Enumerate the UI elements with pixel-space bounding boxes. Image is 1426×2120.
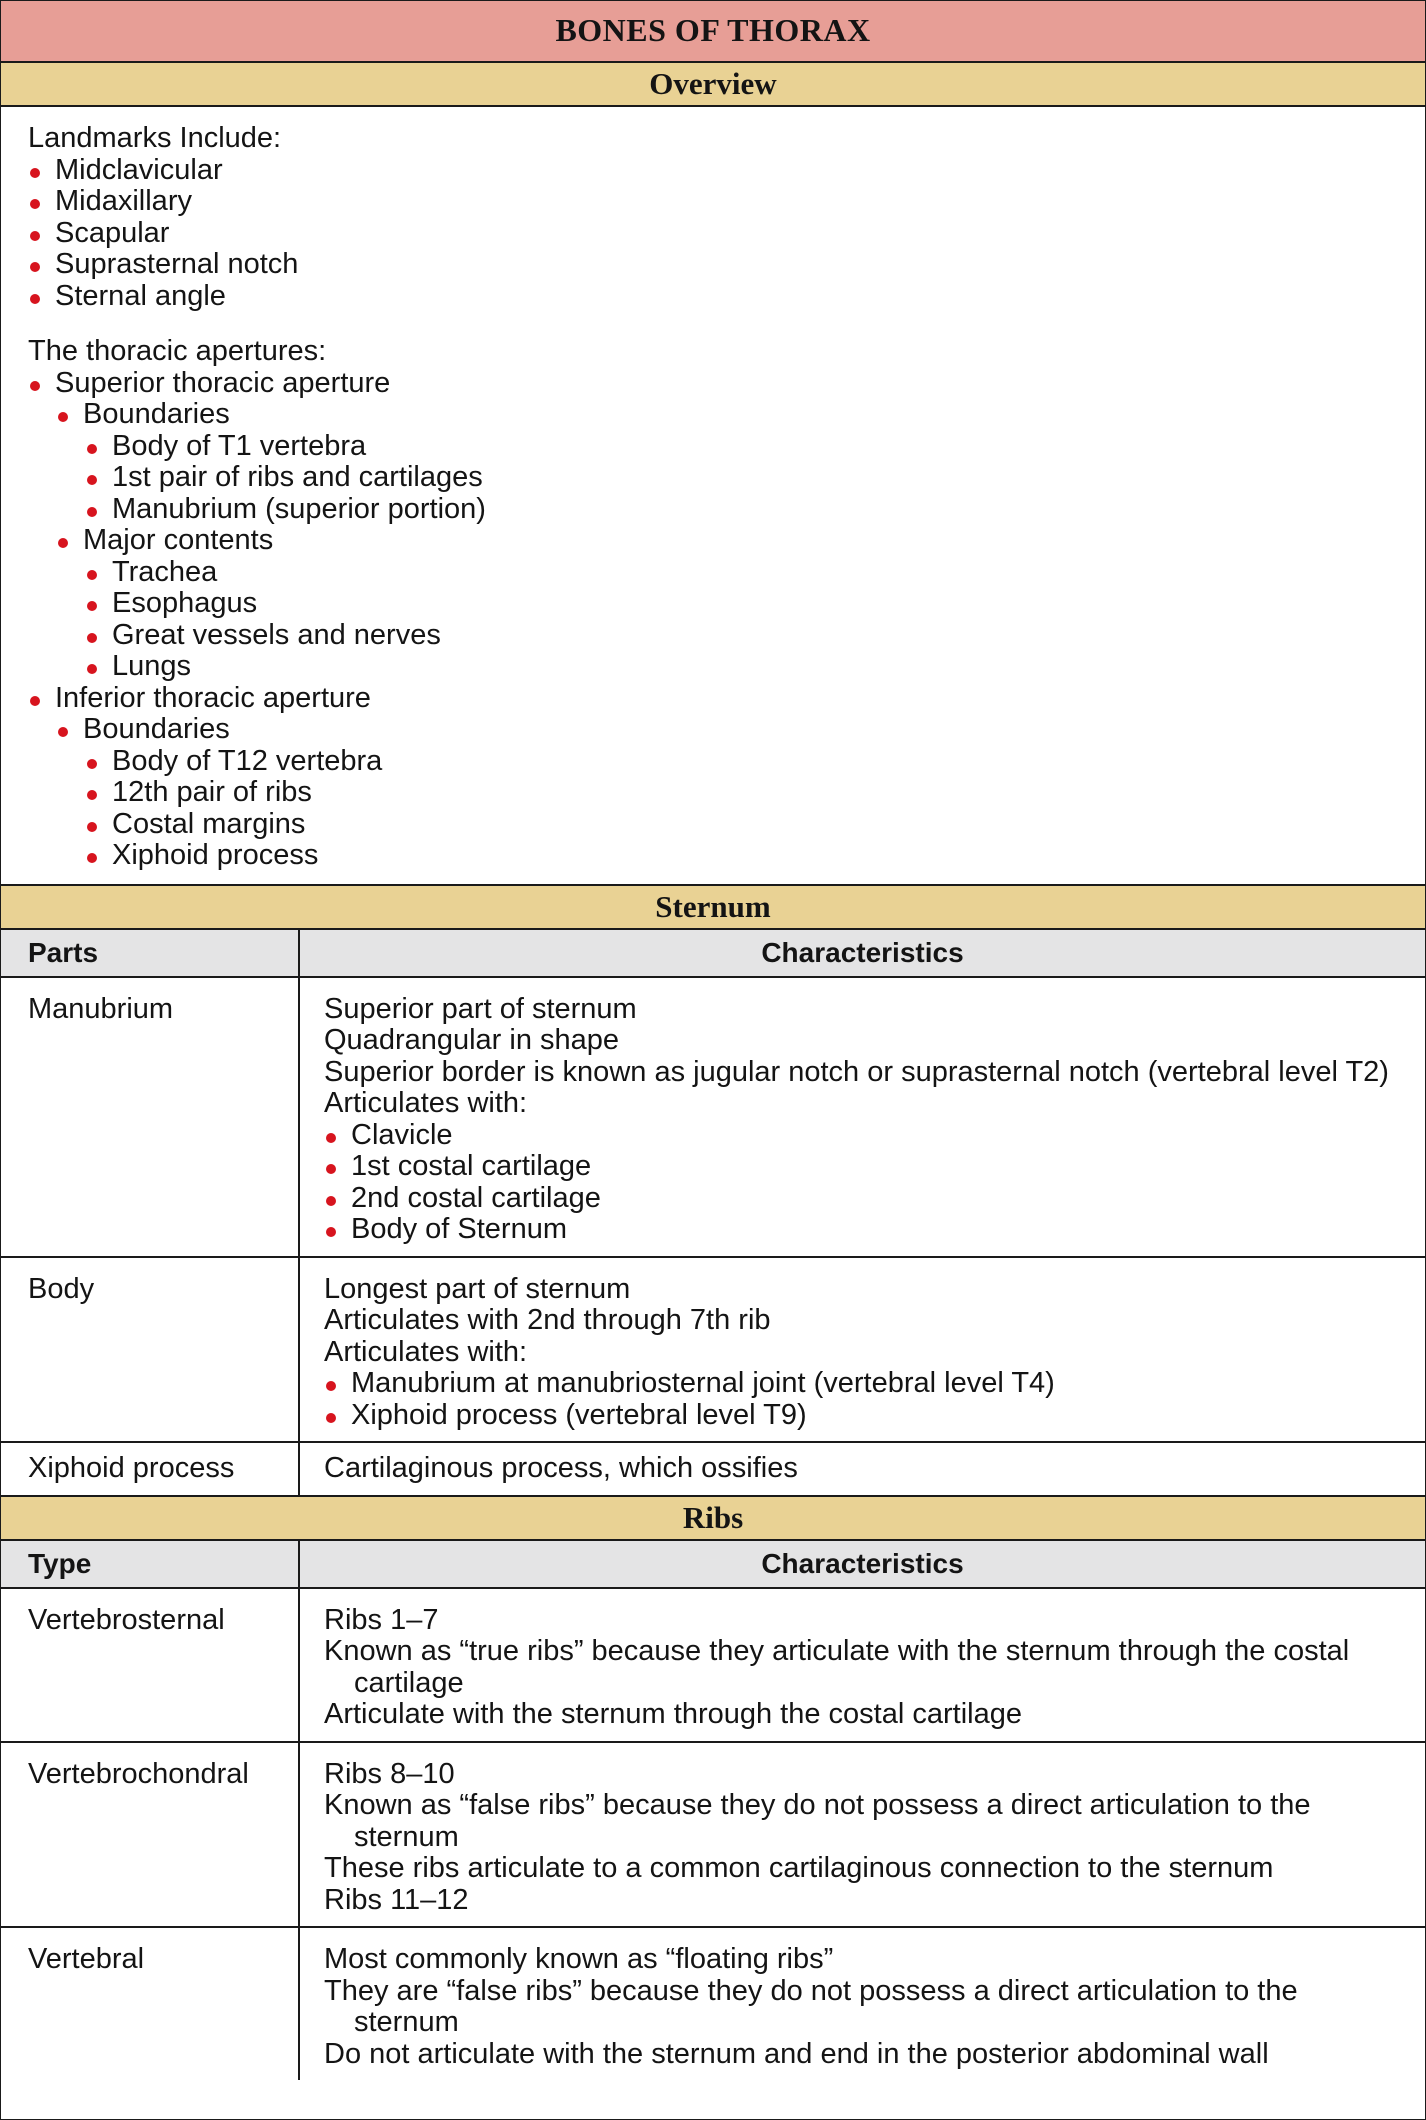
text-line: Quadrangular in shape: [324, 1024, 620, 1056]
list-item: 2nd costal cartilage: [324, 1183, 1401, 1215]
list-item: Major contents: [56, 525, 1398, 557]
list-item: Body of Sternum: [324, 1214, 1401, 1246]
list-item: Scapular: [28, 218, 1398, 250]
text-line: Known as “true ribs” because they articulate with the sternum through the costal cartilage: [324, 1635, 1350, 1699]
row-characteristics: [300, 1743, 1425, 1927]
list-item: Great vessels and nerves: [85, 620, 1398, 652]
text-line: Longest part of sternum: [324, 1272, 631, 1305]
landmarks-intro: Landmarks Include:: [28, 122, 282, 154]
section-heading-ribs: Ribs: [1, 1495, 1425, 1541]
table-row: [1, 1257, 1425, 1443]
list-item: 12th pair of ribs: [85, 777, 1398, 809]
column-header-type: Type: [1, 1541, 299, 1588]
list-item: 1st pair of ribs and cartilages: [85, 462, 1398, 494]
table-header-row: [1, 1541, 1425, 1588]
list-item: Manubrium (superior portion): [85, 494, 1398, 526]
list-item: Clavicle: [324, 1120, 1401, 1152]
list-item: Xiphoid process: [85, 840, 1398, 872]
page-title: BONES OF THORAX: [1, 1, 1425, 63]
text-line: Ribs 8–10: [324, 1757, 455, 1790]
list-item: Superior thoracic aperture: [28, 368, 1398, 400]
text-line: Articulates with:: [324, 1087, 528, 1119]
list-item: Xiphoid process (vertebral level T9): [324, 1400, 1401, 1432]
table-row: [1, 1588, 1425, 1742]
row-characteristics: [300, 978, 1425, 1256]
row-label: Vertebrochondral: [28, 1757, 249, 1790]
row-label: Body: [28, 1272, 95, 1305]
table-row: [1, 1927, 1425, 2080]
row-characteristics: [300, 1443, 1425, 1495]
text-line: Most commonly known as “floating ribs”: [324, 1943, 834, 1975]
row-characteristics: [300, 1589, 1425, 1741]
text-line: Superior border is known as jugular notch or suprasternal notch (vertebral level T2): [324, 1055, 1389, 1088]
column-header-characteristics: Characteristics: [299, 930, 1425, 977]
row-label: Manubrium: [28, 992, 174, 1025]
list-item: Esophagus: [85, 588, 1398, 620]
list-item: Boundaries: [56, 714, 1398, 746]
text-line: These ribs articulate to a common cartilaginous connection to the sternum: [324, 1852, 1274, 1884]
list-item: Lungs: [85, 651, 1398, 683]
table-row: [1, 977, 1425, 1257]
row-characteristics: [300, 1258, 1425, 1442]
text-line: Ribs 11–12: [324, 1883, 469, 1916]
list-item: Body of T12 vertebra: [85, 746, 1398, 778]
text-line: Cartilaginous process, which ossifies: [324, 1452, 798, 1484]
list-item: Trachea: [85, 557, 1398, 589]
text-line: Articulates with 2nd through 7th rib: [324, 1304, 771, 1336]
ribs-table: [1, 1541, 1425, 2081]
row-label: Vertebrosternal: [28, 1603, 225, 1636]
row-label: Xiphoid process: [28, 1452, 235, 1484]
text-line: Ribs 1–7: [324, 1603, 439, 1636]
text-line: Do not articulate with the sternum and end in the posterior abdominal wall: [324, 2037, 1269, 2070]
apertures-intro: The thoracic apertures:: [28, 335, 327, 367]
list-item: Sternal angle: [28, 281, 1398, 313]
row-label: Vertebral: [28, 1943, 145, 1975]
overview-content: [1, 107, 1425, 884]
column-header-parts: Parts: [1, 930, 299, 977]
list-item: 1st costal cartilage: [324, 1151, 1401, 1183]
list-item: Manubrium at manubriosternal joint (vertebral level T4): [324, 1368, 1401, 1400]
table-row: [1, 1742, 1425, 1928]
sternum-table: [1, 930, 1425, 1495]
row-characteristics: [300, 1928, 1425, 2080]
section-heading-sternum: Sternum: [1, 884, 1425, 930]
list-item: Suprasternal notch: [28, 249, 1398, 281]
section-heading-overview: Overview: [1, 63, 1425, 107]
text-line: They are “false ribs” because they do not possess a direct articulation to the sternum: [324, 1974, 1298, 2038]
text-line: Articulates with:: [324, 1335, 528, 1368]
list-item: Midclavicular: [28, 155, 1398, 187]
list-item: Body of T1 vertebra: [85, 431, 1398, 463]
list-item: Costal margins: [85, 809, 1398, 841]
list-item: Midaxillary: [28, 186, 1398, 218]
table-row: [1, 1442, 1425, 1495]
text-line: Superior part of sternum: [324, 992, 637, 1025]
table-header-row: [1, 930, 1425, 977]
text-line: Articulate with the sternum through the costal cartilage: [324, 1698, 1022, 1730]
text-line: Known as “false ribs” because they do not possess a direct articulation to the sternum: [324, 1789, 1311, 1853]
column-header-characteristics: Characteristics: [299, 1541, 1425, 1588]
list-item: Inferior thoracic aperture: [28, 683, 1398, 715]
list-item: Boundaries: [56, 399, 1398, 431]
